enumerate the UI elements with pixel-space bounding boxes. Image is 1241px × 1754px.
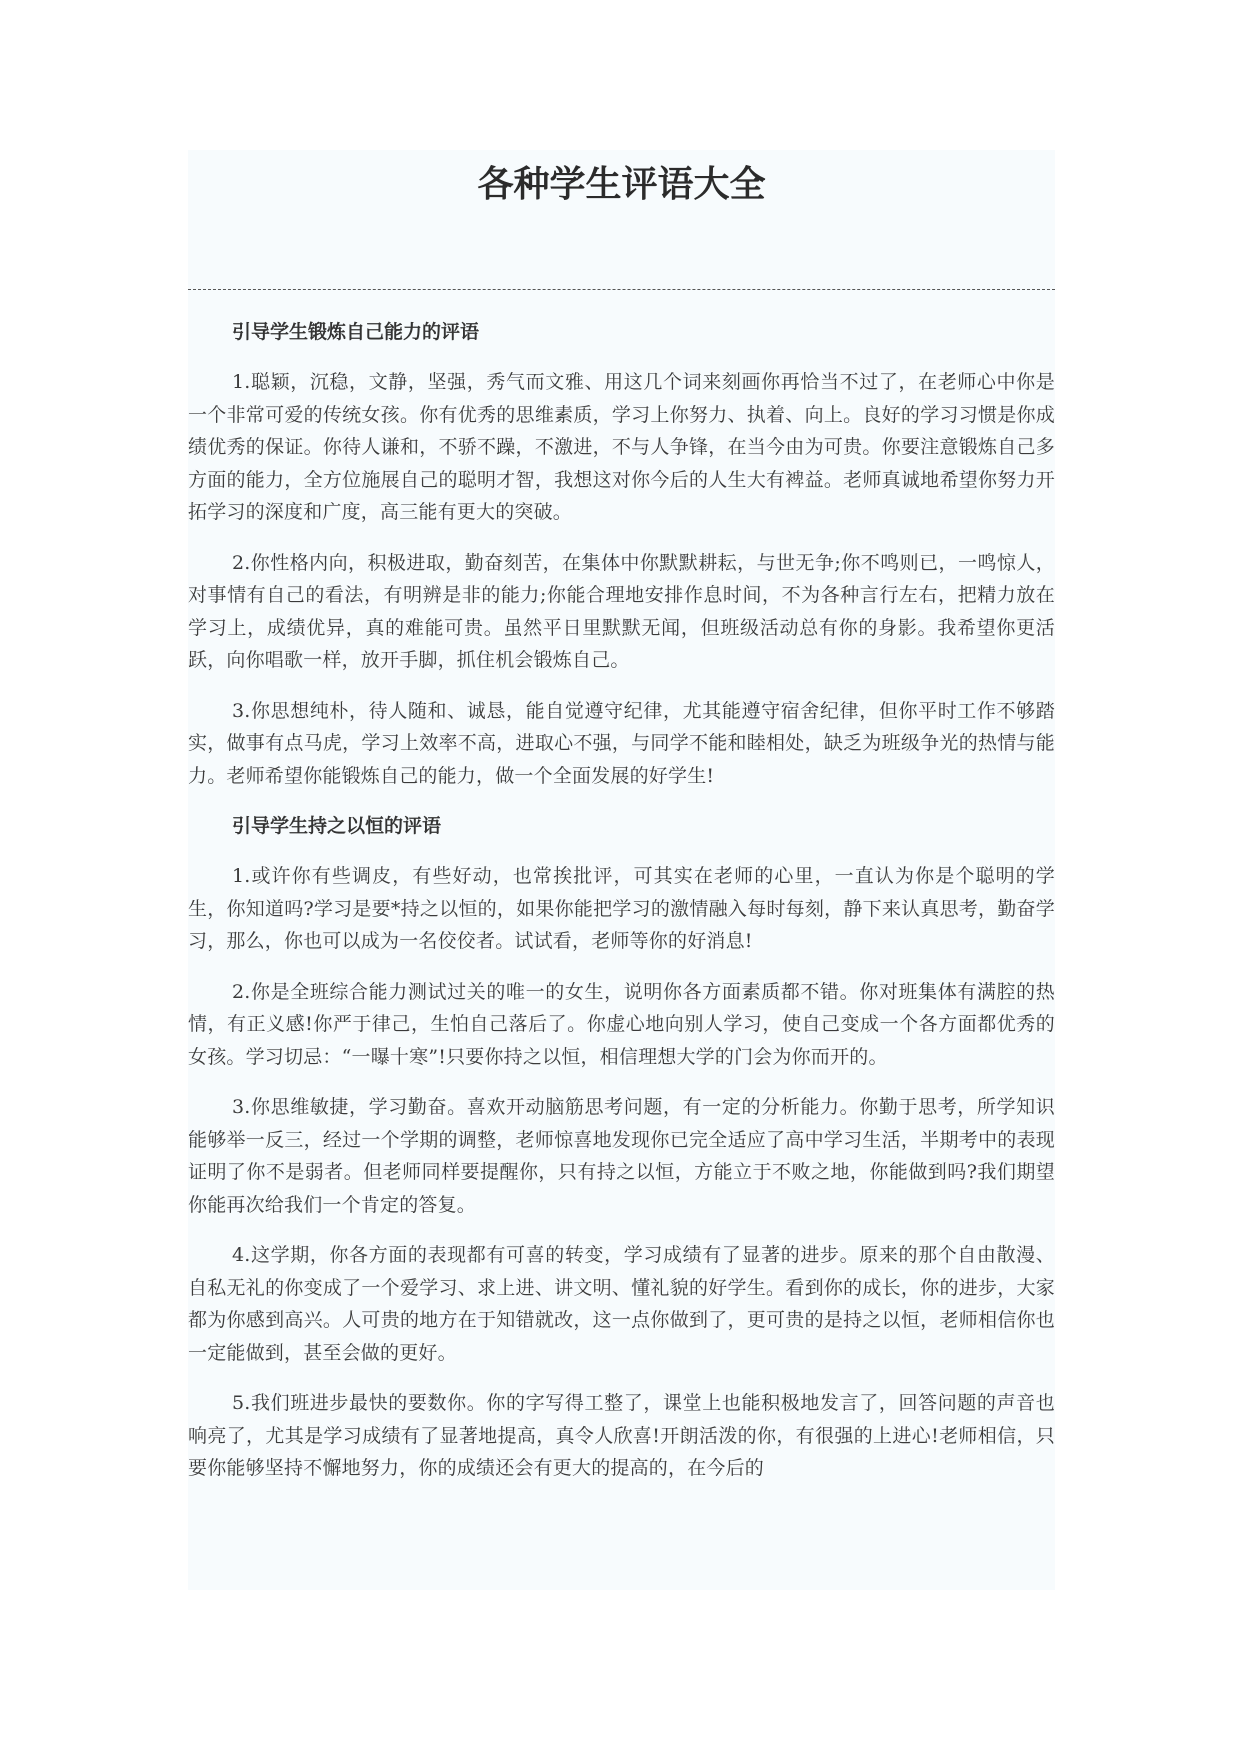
comment-paragraph: 1.聪颖，沉稳，文静，坚强，秀气而文雅、用这几个词来刻画你再恰当不过了，在老师心中你是一个非常可爱的传统女孩。你有优秀的思维素质，学习上你努力、执着、向上。良好的学习习惯是你成绩优秀的保证。你待人谦和，不骄不躁，不激进，不与人争锋，在当今由为可贵。你要注意锻炼自己多方面的能力，全方位施展自己的聪明才智，我想这对你今后的人生大有裨益。老师真诚地希望你努力开拓学习的深度和广度，高三能有更大的突破。 bbox=[188, 371, 1055, 523]
comment-paragraph: 1.或许你有些调皮，有些好动，也常挨批评，可其实在老师的心里，一直认为你是个聪明的学生，你知道吗?学习是要*持之以恒的，如果你能把学习的激情融入每时每刻，静下来认真思考，勤奋学习，那么，你也可以成为一名佼佼者。试试看，老师等你的好消息! bbox=[188, 865, 1055, 952]
section-heading: 引导学生锻炼自己能力的评语 bbox=[232, 321, 480, 343]
comment-paragraph: 3.你思想纯朴，待人随和、诚恳，能自觉遵守纪律，尤其能遵守宿舍纪律，但你平时工作不够踏实，做事有点马虎，学习上效率不高，进取心不强，与同学不能和睦相处，缺乏为班级争光的热情与能力。老师希望你能锻炼自己的能力，做一个全面发展的好学生! bbox=[188, 699, 1055, 787]
document-body bbox=[188, 316, 1055, 1503]
section-perseverance bbox=[188, 810, 1055, 1485]
title-divider bbox=[188, 289, 1055, 290]
section-ability bbox=[188, 316, 1055, 792]
comment-paragraph: 2.你是全班综合能力测试过关的唯一的女生，说明你各方面素质都不错。你对班集体有满腔的热情，有正义感!你严于律己，生怕自己落后了。你虚心地向别人学习，使自己变成一个各方面都优秀的女孩。学习切忌：“一曝十寒”!只要你持之以恒，相信理想大学的门会为你而开的。 bbox=[188, 980, 1055, 1068]
comment-paragraph: 3.你思维敏捷，学习勤奋。喜欢开动脑筋思考问题，有一定的分析能力。你勤于思考，所学知识能够举一反三，经过一个学期的调整，老师惊喜地发现你已完全适应了高中学习生活，半期考中的表现证明了你不是弱者。但老师同样要提醒你，只有持之以恒，方能立于不败之地，你能做到吗?我们期望你能再次给我们一个肯定的答复。 bbox=[188, 1096, 1055, 1216]
page-title: 各种学生评语大全 bbox=[477, 164, 766, 205]
comment-paragraph: 2.你性格内向，积极进取，勤奋刻苦，在集体中你默默耕耘，与世无争;你不鸣则已，一鸣惊人，对事情有自己的看法，有明辨是非的能力;你能合理地安排作息时间，不为各种言行左右，把精力放在学习上，成绩优异，真的难能可贵。虽然平日里默默无闻，但班级活动总有你的身影。我希望你更活跃，向你唱歌一样，放开手脚，抓住机会锻炼自己。 bbox=[188, 551, 1055, 671]
section-heading: 引导学生持之以恒的评语 bbox=[232, 815, 442, 837]
comment-paragraph: 5.我们班进步最快的要数你。你的字写得工整了，课堂上也能积极地发言了，回答问题的声音也响亮了，尤其是学习成绩有了显著地提高，真令人欣喜!开朗活泼的你，有很强的上进心!老师相信，只要你能够坚持不懈地努力，你的成绩还会有更大的提高的，在今后的 bbox=[188, 1392, 1055, 1479]
comment-paragraph: 4.这学期，你各方面的表现都有可喜的转变，学习成绩有了显著的进步。原来的那个自由散漫、自私无礼的你变成了一个爱学习、求上进、讲文明、懂礼貌的好学生。看到你的成长，你的进步，大家都为你感到高兴。人可贵的地方在于知错就改，这一点你做到了，更可贵的是持之以恒，老师相信你也一定能做到，甚至会做的更好。 bbox=[188, 1244, 1055, 1364]
